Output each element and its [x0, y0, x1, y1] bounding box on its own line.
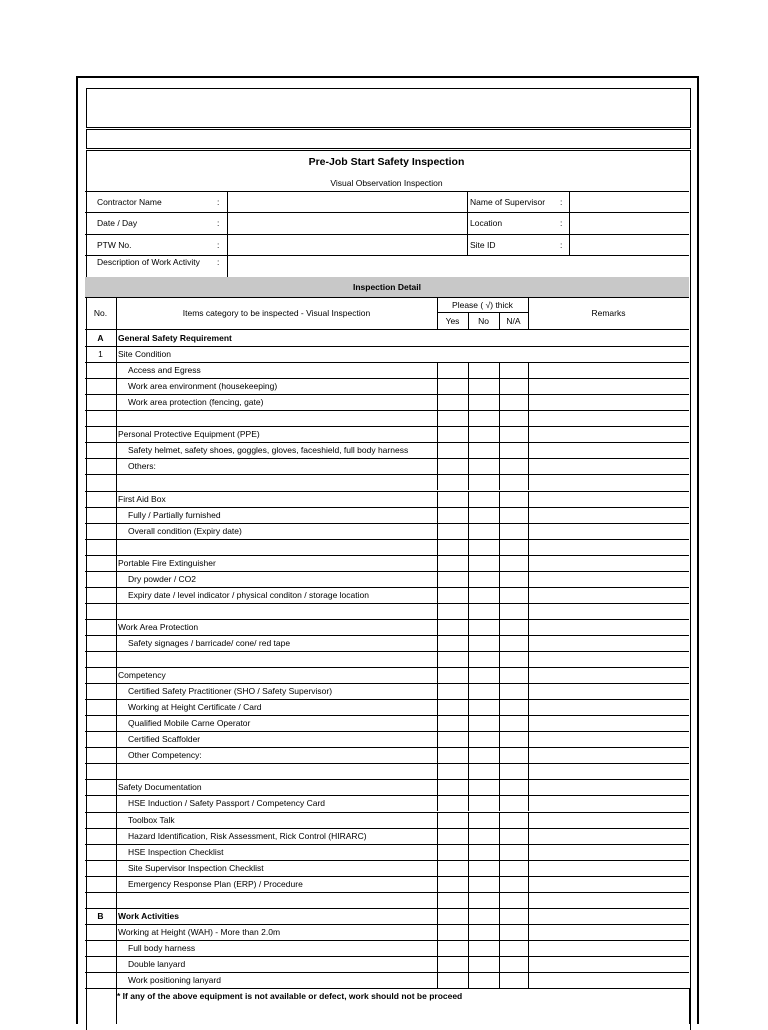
- checkbox-no[interactable]: [469, 588, 499, 603]
- checkbox-no[interactable]: [469, 684, 499, 699]
- checkbox-yes[interactable]: [438, 508, 468, 523]
- remarks-cell[interactable]: [529, 492, 689, 507]
- subheader-rule: [437, 312, 528, 313]
- field-colon: :: [560, 197, 563, 207]
- remarks-cell[interactable]: [529, 588, 689, 603]
- checkbox-na[interactable]: [500, 893, 528, 908]
- remarks-cell[interactable]: [529, 893, 689, 908]
- checkbox-yes[interactable]: [438, 395, 468, 410]
- checkbox-no[interactable]: [469, 636, 499, 651]
- checkbox-yes[interactable]: [438, 588, 468, 603]
- checkbox-no[interactable]: [469, 652, 499, 667]
- checkbox-no[interactable]: [469, 780, 499, 795]
- checkbox-yes[interactable]: [438, 475, 468, 490]
- band-rule: [85, 297, 689, 298]
- checkbox-yes[interactable]: [438, 427, 468, 442]
- checkbox-na[interactable]: [500, 363, 528, 378]
- checkbox-na[interactable]: [500, 540, 528, 555]
- row-number: A: [97, 333, 104, 343]
- checkbox-na[interactable]: [500, 973, 528, 988]
- checkbox-na[interactable]: [500, 395, 528, 410]
- checkbox-na[interactable]: [500, 941, 528, 956]
- field-colon: :: [217, 197, 220, 207]
- field-colon: :: [560, 240, 563, 250]
- checkbox-yes[interactable]: [438, 684, 468, 699]
- row-item-text: Work Area Protection: [118, 621, 199, 632]
- field-input-left[interactable]: [229, 213, 466, 233]
- field-divider: [227, 191, 228, 277]
- checkbox-yes[interactable]: [438, 973, 468, 988]
- checkbox-na[interactable]: [500, 604, 528, 619]
- checkbox-na[interactable]: [500, 716, 528, 731]
- field-input-right[interactable]: [571, 192, 688, 212]
- col-header-no-check: No: [478, 316, 489, 326]
- row-item-text: First Aid Box: [118, 493, 166, 504]
- row-item-text: Hazard Identification, Risk Assessment, Rick Control (HIRARC): [128, 830, 367, 841]
- checkbox-na[interactable]: [500, 411, 528, 426]
- checkbox-no[interactable]: [469, 748, 499, 763]
- checkbox-yes[interactable]: [438, 668, 468, 683]
- checkbox-no[interactable]: [469, 957, 499, 972]
- row-item-text: Work area protection (fencing, gate): [128, 397, 264, 408]
- checkbox-na[interactable]: [500, 636, 528, 651]
- checkbox-yes[interactable]: [438, 379, 468, 394]
- remarks-cell[interactable]: [529, 427, 689, 442]
- checkbox-no[interactable]: [469, 524, 499, 539]
- checkbox-na[interactable]: [500, 732, 528, 747]
- checkbox-yes[interactable]: [438, 941, 468, 956]
- checkbox-yes[interactable]: [438, 652, 468, 667]
- checkbox-yes[interactable]: [438, 443, 468, 458]
- checkbox-no[interactable]: [469, 508, 499, 523]
- col-header-yes: Yes: [445, 316, 460, 326]
- row-item-text: Safety Documentation: [118, 782, 202, 793]
- field-label-right: Site ID: [470, 240, 496, 250]
- checkbox-na[interactable]: [500, 764, 528, 779]
- row-item-text: HSE Induction / Safety Passport / Competency Card: [128, 798, 326, 809]
- checkbox-na[interactable]: [500, 572, 528, 587]
- checkbox-yes[interactable]: [438, 780, 468, 795]
- checkbox-no[interactable]: [469, 796, 499, 811]
- checkbox-na[interactable]: [500, 861, 528, 876]
- remarks-cell[interactable]: [529, 411, 689, 426]
- checkbox-no[interactable]: [469, 813, 499, 828]
- remarks-cell[interactable]: [529, 459, 689, 474]
- checkbox-na[interactable]: [500, 620, 528, 635]
- checkbox-no[interactable]: [469, 845, 499, 860]
- checkbox-yes[interactable]: [438, 813, 468, 828]
- checkbox-yes[interactable]: [438, 556, 468, 571]
- col-header-na: N/A: [506, 316, 521, 326]
- checkbox-na[interactable]: [500, 909, 528, 924]
- row-item-text: Work area environment (housekeeping): [128, 381, 278, 392]
- checkbox-na[interactable]: [500, 524, 528, 539]
- field-input-right[interactable]: [571, 213, 688, 233]
- checkbox-yes[interactable]: [438, 732, 468, 747]
- row-item-text: Safety signages / barricade/ cone/ red tape: [128, 637, 291, 648]
- checkbox-no[interactable]: [469, 443, 499, 458]
- checkbox-no[interactable]: [469, 475, 499, 490]
- checkbox-no[interactable]: [469, 909, 499, 924]
- remarks-cell[interactable]: [529, 700, 689, 715]
- remarks-cell[interactable]: [529, 636, 689, 651]
- checkbox-yes[interactable]: [438, 893, 468, 908]
- checkbox-yes[interactable]: [438, 748, 468, 763]
- remarks-cell[interactable]: [529, 363, 689, 378]
- row-item-text: Competency: [118, 670, 166, 681]
- row-item-text: Fully / Partially furnished: [128, 509, 221, 520]
- checkbox-na[interactable]: [500, 668, 528, 683]
- remarks-cell[interactable]: [529, 973, 689, 988]
- remarks-cell[interactable]: [529, 796, 689, 811]
- remarks-cell[interactable]: [529, 877, 689, 892]
- remarks-cell[interactable]: [529, 764, 689, 779]
- checkbox-no[interactable]: [469, 540, 499, 555]
- row-item-text: Others:: [128, 461, 156, 472]
- col-header-remarks: Remarks: [591, 308, 626, 318]
- checkbox-yes[interactable]: [438, 877, 468, 892]
- checkbox-yes[interactable]: [438, 572, 468, 587]
- checkbox-na[interactable]: [500, 957, 528, 972]
- row-item-text: Certified Safety Practitioner (SHO / Safety Supervisor): [128, 686, 333, 697]
- col-rule: [116, 330, 117, 988]
- checkbox-yes[interactable]: [438, 524, 468, 539]
- checkbox-no[interactable]: [469, 973, 499, 988]
- field-label-left: Date / Day: [97, 218, 138, 228]
- checkbox-na[interactable]: [500, 796, 528, 811]
- remarks-cell[interactable]: [529, 540, 689, 555]
- table-row: [85, 346, 689, 347]
- row-item-text: Access and Egress: [128, 365, 201, 376]
- field-input-right[interactable]: [571, 235, 688, 255]
- checkbox-no[interactable]: [469, 732, 499, 747]
- form-subtitle: Visual Observation Inspection: [330, 178, 443, 188]
- remarks-cell[interactable]: [529, 780, 689, 795]
- checkbox-no[interactable]: [469, 620, 499, 635]
- row-item-text: Work positioning lanyard: [128, 975, 221, 985]
- checkbox-no[interactable]: [469, 572, 499, 587]
- checkbox-na[interactable]: [500, 845, 528, 860]
- row-item-text: Dry powder / CO2: [128, 573, 197, 584]
- footnote: * If any of the above equipment is not available or defect, work should not be proceed: [117, 991, 463, 1002]
- checkbox-na[interactable]: [500, 556, 528, 571]
- checkbox-yes[interactable]: [438, 363, 468, 378]
- checkbox-yes[interactable]: [438, 604, 468, 619]
- checkbox-yes[interactable]: [438, 909, 468, 924]
- remarks-cell[interactable]: [529, 379, 689, 394]
- remarks-cell[interactable]: [529, 572, 689, 587]
- col-header-items: Items category to be inspected - Visual Inspection: [182, 308, 371, 318]
- remarks-cell[interactable]: [529, 845, 689, 860]
- checkbox-yes[interactable]: [438, 716, 468, 731]
- checkbox-yes[interactable]: [438, 411, 468, 426]
- col-header-no: No.: [93, 308, 108, 318]
- col-header-please: Please ( √) thick: [452, 300, 513, 310]
- remarks-cell[interactable]: [529, 604, 689, 619]
- checkbox-no[interactable]: [469, 700, 499, 715]
- remarks-cell[interactable]: [529, 524, 689, 539]
- checkbox-na[interactable]: [500, 780, 528, 795]
- checkbox-na[interactable]: [500, 813, 528, 828]
- remarks-cell[interactable]: [529, 395, 689, 410]
- checkbox-yes[interactable]: [438, 764, 468, 779]
- field-colon: :: [217, 240, 220, 250]
- header-bottom-rule: [85, 329, 689, 330]
- row-item-text: Toolbox Talk: [128, 814, 175, 825]
- remarks-cell[interactable]: [529, 925, 689, 940]
- checkbox-no[interactable]: [469, 379, 499, 394]
- checkbox-yes[interactable]: [438, 620, 468, 635]
- remarks-cell[interactable]: [529, 716, 689, 731]
- remarks-cell[interactable]: [529, 684, 689, 699]
- form-title: Pre-Job Start Safety Inspection: [308, 156, 465, 168]
- checkbox-na[interactable]: [500, 877, 528, 892]
- checkbox-no[interactable]: [469, 363, 499, 378]
- row-item-text: HSE Inspection Checklist: [128, 846, 224, 857]
- checkbox-no[interactable]: [469, 668, 499, 683]
- table-row: [85, 988, 689, 989]
- remarks-cell[interactable]: [529, 813, 689, 828]
- row-item-text: Full body harness: [128, 942, 196, 953]
- row-item-text: Working at Height (WAH) - More than 2.0m: [118, 926, 281, 937]
- checkbox-no[interactable]: [469, 604, 499, 619]
- row-item-text: Personal Protective Equipment (PPE): [118, 429, 260, 440]
- row-item-text: Other Competency:: [128, 750, 202, 761]
- row-item-text: Site Condition: [118, 349, 171, 360]
- col-rule: [689, 988, 690, 1024]
- row-item-text: Emergency Response Plan (ERP) / Procedure: [128, 878, 303, 889]
- checkbox-na[interactable]: [500, 925, 528, 940]
- checkbox-yes[interactable]: [438, 540, 468, 555]
- col-rule: [116, 988, 117, 1024]
- checkbox-no[interactable]: [469, 459, 499, 474]
- remarks-cell[interactable]: [529, 475, 689, 490]
- row-item-text: Safety helmet, safety shoes, goggles, gloves, faceshield, full body harness: [128, 445, 409, 456]
- checkbox-na[interactable]: [500, 829, 528, 844]
- row-item-text: Certified Scaffolder: [128, 734, 201, 745]
- checkbox-no[interactable]: [469, 893, 499, 908]
- checkbox-no[interactable]: [469, 556, 499, 571]
- field-colon: :: [217, 257, 220, 267]
- checkbox-na[interactable]: [500, 443, 528, 458]
- field-input-left[interactable]: [229, 192, 466, 212]
- section-title: Inspection Detail: [352, 282, 421, 292]
- remarks-cell[interactable]: [529, 443, 689, 458]
- checkbox-na[interactable]: [500, 684, 528, 699]
- row-item-text: Overall condition (Expiry date): [128, 525, 242, 536]
- remarks-cell[interactable]: [529, 556, 689, 571]
- checkbox-no[interactable]: [469, 925, 499, 940]
- row-item-text: Qualified Mobile Carne Operator: [128, 718, 251, 729]
- checkbox-yes[interactable]: [438, 700, 468, 715]
- row-item-text: Work Activities: [118, 910, 179, 921]
- checkbox-na[interactable]: [500, 508, 528, 523]
- field-colon: :: [217, 218, 220, 228]
- checkbox-yes[interactable]: [438, 636, 468, 651]
- field-input-left[interactable]: [229, 256, 688, 276]
- field-label-left: Contractor Name: [97, 197, 162, 207]
- checkbox-no[interactable]: [469, 861, 499, 876]
- checkbox-yes[interactable]: [438, 492, 468, 507]
- field-divider: [467, 191, 468, 255]
- checkbox-no[interactable]: [469, 395, 499, 410]
- checkbox-no[interactable]: [469, 941, 499, 956]
- field-divider: [569, 191, 570, 255]
- checkbox-no[interactable]: [469, 492, 499, 507]
- checkbox-yes[interactable]: [438, 845, 468, 860]
- remarks-cell[interactable]: [529, 861, 689, 876]
- remarks-cell[interactable]: [529, 732, 689, 747]
- checkbox-na[interactable]: [500, 427, 528, 442]
- remarks-cell[interactable]: [529, 748, 689, 763]
- checkbox-no[interactable]: [469, 829, 499, 844]
- checkbox-na[interactable]: [500, 379, 528, 394]
- row-item-text: Working at Height Certificate / Card: [128, 702, 262, 713]
- row-number: 1: [98, 349, 103, 360]
- checkbox-no[interactable]: [469, 716, 499, 731]
- row-item-text: Double lanyard: [128, 958, 186, 969]
- remarks-cell[interactable]: [529, 652, 689, 667]
- checkbox-yes[interactable]: [438, 925, 468, 940]
- remarks-cell[interactable]: [529, 620, 689, 635]
- checkbox-no[interactable]: [469, 764, 499, 779]
- remarks-cell[interactable]: [529, 829, 689, 844]
- checkbox-na[interactable]: [500, 459, 528, 474]
- checkbox-yes[interactable]: [438, 861, 468, 876]
- checkbox-no[interactable]: [469, 411, 499, 426]
- checkbox-yes[interactable]: [438, 829, 468, 844]
- checkbox-yes[interactable]: [438, 957, 468, 972]
- remarks-cell[interactable]: [529, 909, 689, 924]
- field-label-right: Location: [470, 218, 503, 228]
- checkbox-na[interactable]: [500, 748, 528, 763]
- row-item-text: Site Supervisor Inspection Checklist: [128, 862, 264, 873]
- row-item-text: General Safety Requirement: [118, 333, 232, 343]
- remarks-cell[interactable]: [529, 508, 689, 523]
- remarks-cell[interactable]: [529, 957, 689, 972]
- row-item-text: Expiry date / level indicator / physical conditon / storage location: [128, 589, 369, 600]
- checkbox-na[interactable]: [500, 475, 528, 490]
- field-label-left: Description of Work Activity: [97, 257, 200, 267]
- row-number: B: [97, 910, 104, 921]
- checkbox-yes[interactable]: [438, 459, 468, 474]
- field-colon: :: [560, 218, 563, 228]
- field-label-right: Name of Supervisor: [470, 197, 546, 207]
- remarks-cell[interactable]: [529, 668, 689, 683]
- checkbox-na[interactable]: [500, 652, 528, 667]
- checkbox-no[interactable]: [469, 427, 499, 442]
- checkbox-yes[interactable]: [438, 796, 468, 811]
- field-label-left: PTW No.: [97, 240, 132, 250]
- field-input-left[interactable]: [229, 235, 466, 255]
- remarks-cell[interactable]: [529, 941, 689, 956]
- checkbox-na[interactable]: [500, 588, 528, 603]
- checkbox-na[interactable]: [500, 700, 528, 715]
- checkbox-na[interactable]: [500, 492, 528, 507]
- checkbox-no[interactable]: [469, 877, 499, 892]
- row-item-text: Portable Fire Extinguisher: [118, 557, 216, 568]
